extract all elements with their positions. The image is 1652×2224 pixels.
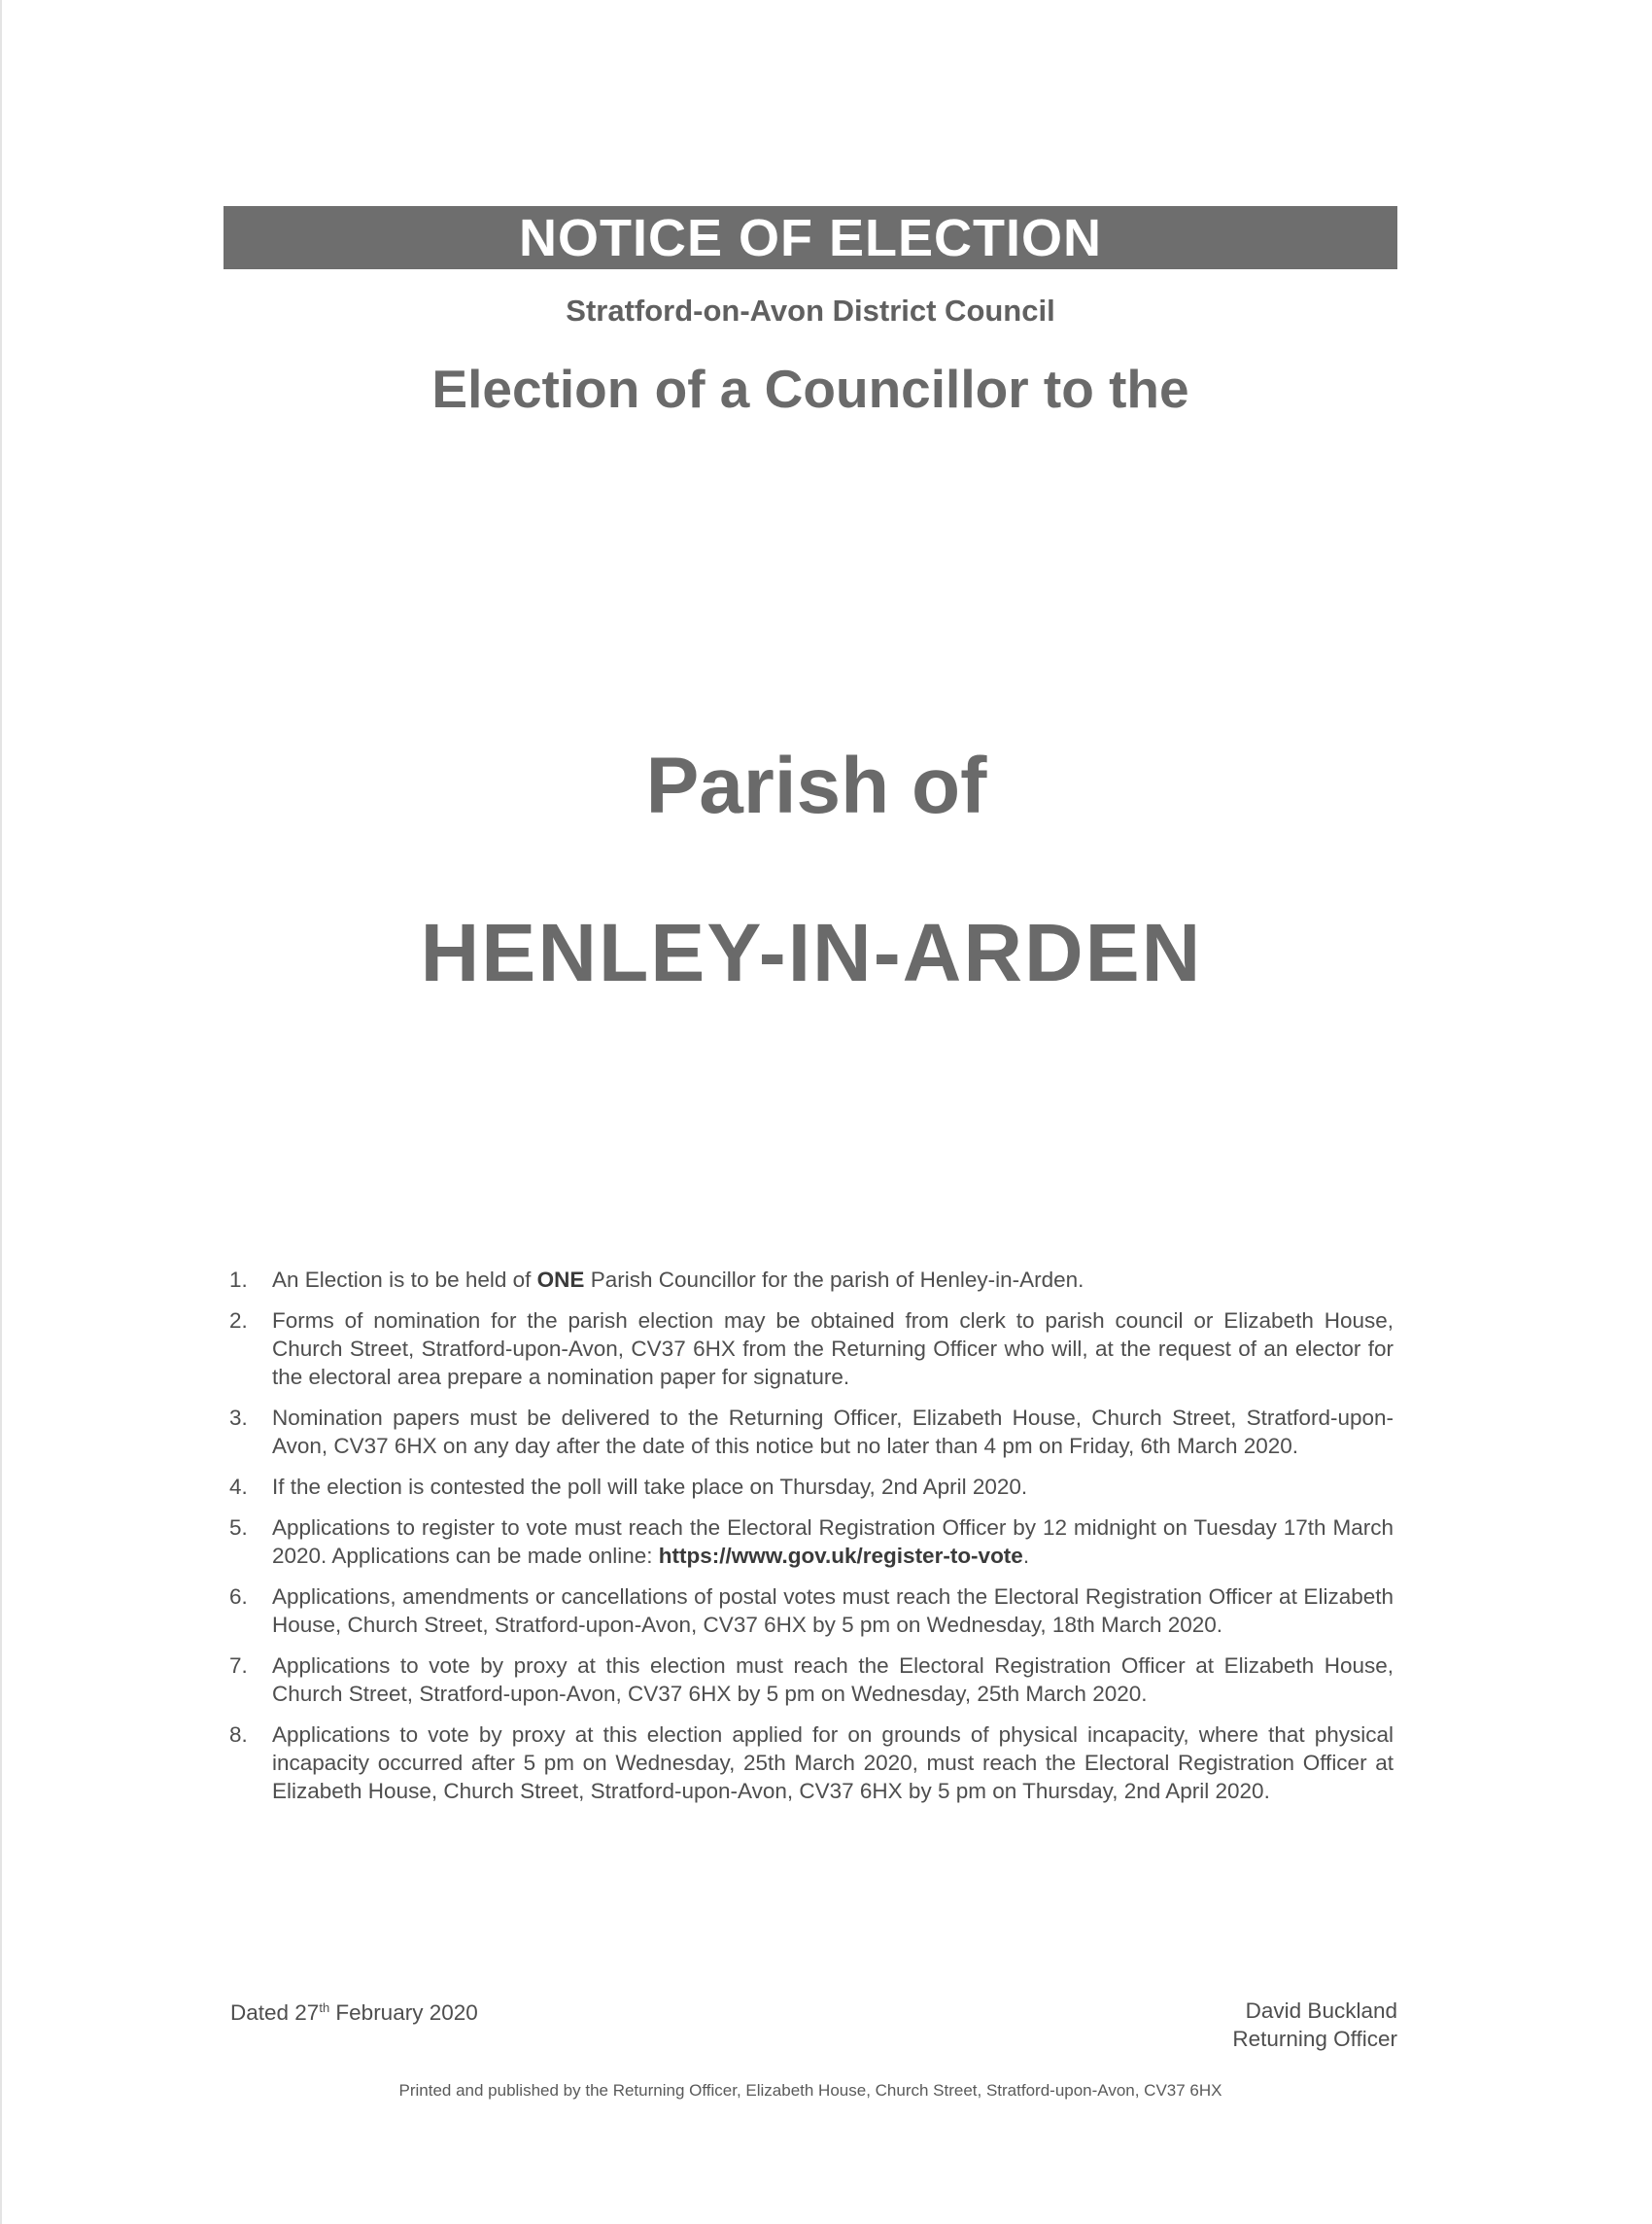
- notice-item: [229, 1266, 1394, 1294]
- item-number: 1.: [229, 1268, 248, 1292]
- notice-title-banner: [224, 206, 1397, 269]
- notice-item: [229, 1306, 1394, 1391]
- item-number: 7.: [229, 1653, 248, 1678]
- date-line: Dated 27th February 2020: [230, 2000, 478, 2025]
- signatory-block: [1232, 1997, 1397, 2053]
- signatory-name: David Buckland: [1245, 1998, 1397, 2023]
- item-text: Applications to register to vote must reach the Electoral Registration Officer by 12 midnight on Tuesday 17th March 2020. Applications can be made online: https://www.gov.uk/register-to-vote.: [272, 1515, 1394, 1568]
- notice-item: [229, 1720, 1394, 1805]
- notice-item: [229, 1651, 1394, 1708]
- notice-item: [229, 1513, 1394, 1570]
- item-text: Forms of nomination for the parish election may be obtained from clerk to parish council or Elizabeth House, Church Street, Stratford-upon-Avon, CV37 6HX from the Returning Officer who will, at the request of an elector for the electoral area prepare a nomination paper for signature.: [272, 1308, 1394, 1389]
- item-number: 6.: [229, 1584, 248, 1609]
- item-number: 2.: [229, 1308, 248, 1333]
- item-text: Applications, amendments or cancellations of postal votes must reach the Electoral Registration Officer at Elizabeth House, Church Street, Stratford-upon-Avon, CV37 6HX by 5 pm on Wednesday, 18th March 2020.: [272, 1584, 1394, 1637]
- parish-name: HENLEY-IN-ARDEN: [420, 907, 1203, 998]
- scan-edge: [0, 0, 2, 2224]
- item-text: Nomination papers must be delivered to the Returning Officer, Elizabeth House, Church Street, Stratford-upon-Avon, CV37 6HX on any day after the date of this notice but no later than 4 pm on Friday, 6th March 2020.: [272, 1406, 1394, 1458]
- item-text: Applications to vote by proxy at this election must reach the Electoral Registration Officer at Elizabeth House, Church Street, Stratford-upon-Avon, CV37 6HX by 5 pm on Wednesday, 25th March 2020.: [272, 1653, 1394, 1706]
- item-number: 8.: [229, 1722, 248, 1747]
- item-text: An Election is to be held of ONE Parish Councillor for the parish of Henley-in-Arden.: [272, 1268, 1084, 1292]
- item-number: 5.: [229, 1515, 248, 1540]
- notice-item: [229, 1473, 1394, 1501]
- signatory-role: Returning Officer: [1232, 2027, 1397, 2051]
- notice-item: [229, 1582, 1394, 1639]
- notice-title: NOTICE OF ELECTION: [518, 208, 1102, 267]
- notice-item: [229, 1404, 1394, 1460]
- notice-items-list: [229, 1266, 1394, 1818]
- election-heading: Election of a Councillor to the: [431, 359, 1189, 419]
- register-to-vote-url: https://www.gov.uk/register-to-vote: [658, 1544, 1023, 1568]
- item-number: 4.: [229, 1475, 248, 1499]
- item-number: 3.: [229, 1406, 248, 1430]
- item-text: If the election is contested the poll will take place on Thursday, 2nd April 2020.: [272, 1475, 1028, 1499]
- parish-of-label: Parish of: [645, 742, 987, 830]
- item-text: Applications to vote by proxy at this election applied for on grounds of physical incapacity, where that physical incapacity occurred after 5 pm on Wednesday, 25th March 2020, must reach the Electoral Registration Officer at Elizabeth House, Church Street, Stratford-upon-Avon, CV37 6HX by 5 pm on Thursday, 2nd April 2020.: [272, 1722, 1394, 1803]
- council-name: Stratford-on-Avon District Council: [566, 294, 1055, 328]
- imprint-line: Printed and published by the Returning Officer, Elizabeth House, Church Street, Stratford-upon-Avon, CV37 6HX: [398, 2081, 1222, 2100]
